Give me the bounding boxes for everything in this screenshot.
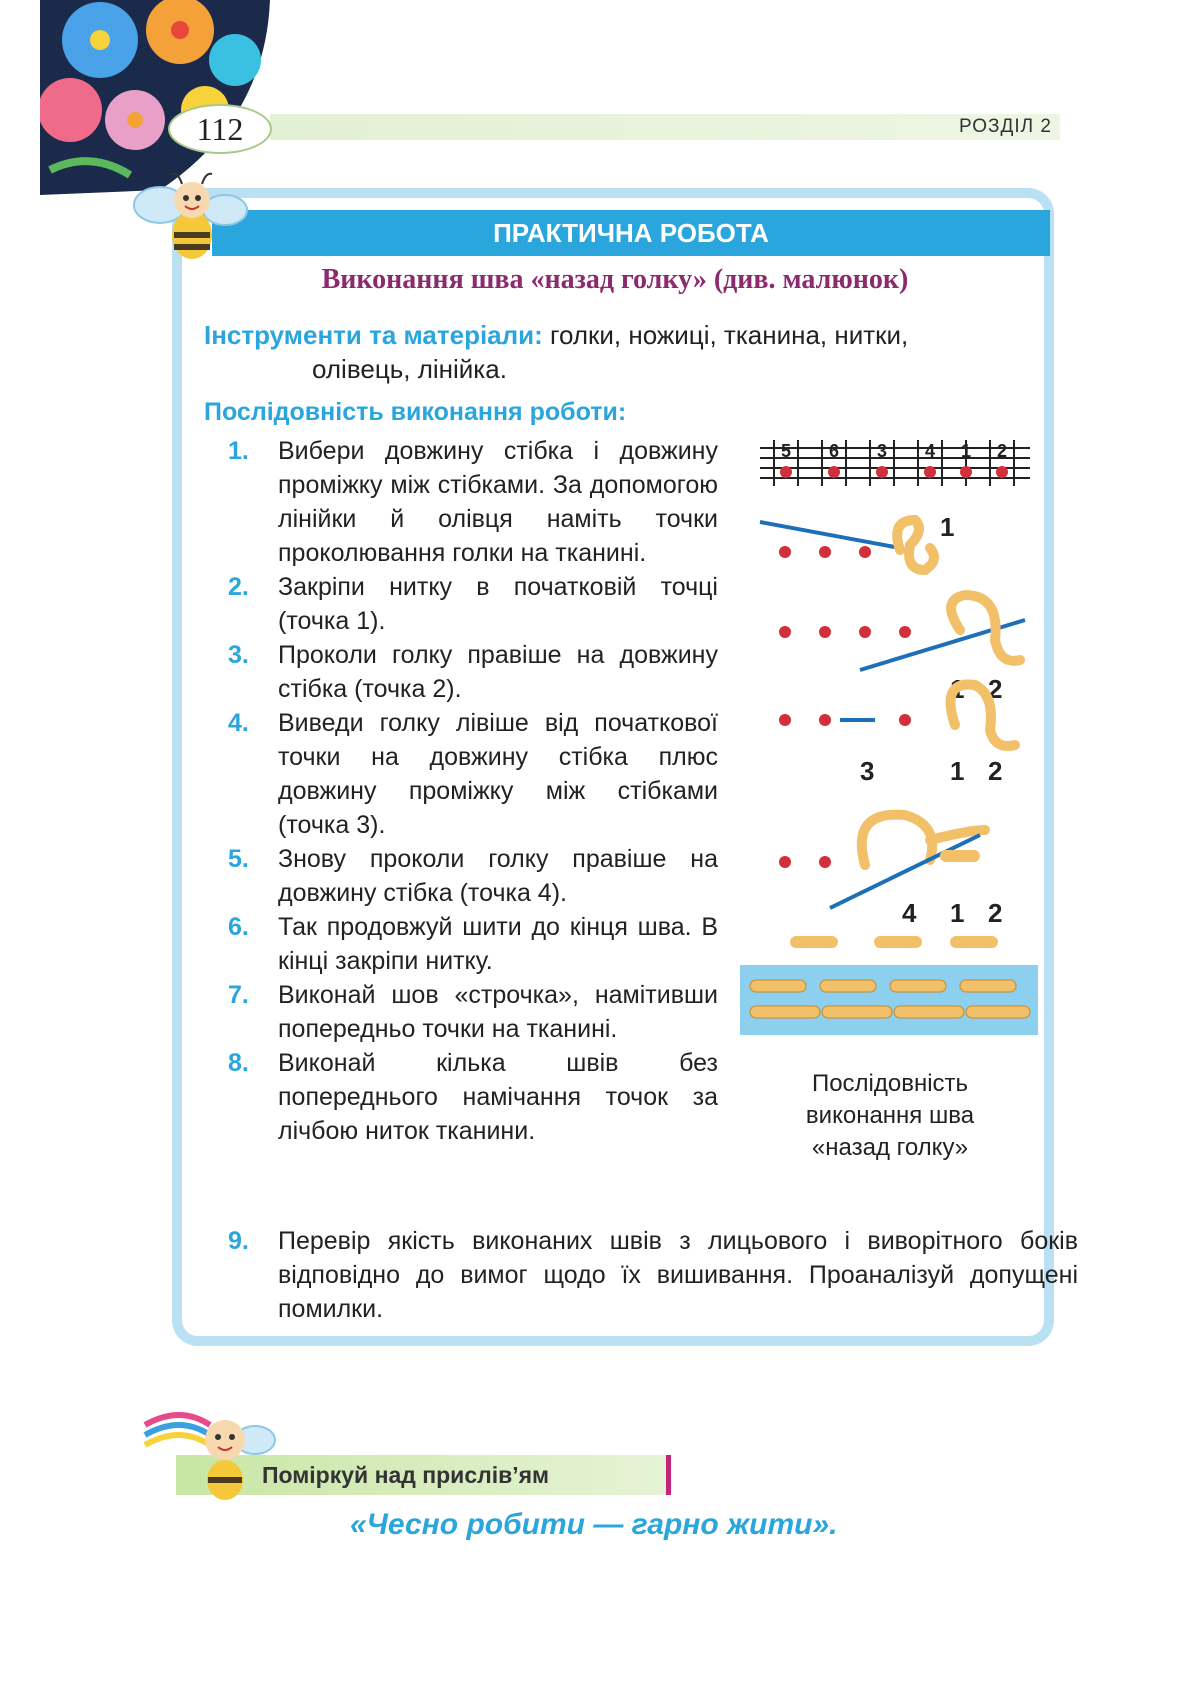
- step-item: [228, 1224, 1078, 1326]
- step-item: [228, 978, 718, 1046]
- stage2-label: 1: [950, 674, 965, 704]
- step-item: [228, 842, 718, 910]
- step-text: Закріпи нитку в початковій точці (точка 1).: [278, 573, 718, 635]
- stage4-label: 2: [988, 898, 1003, 928]
- tools-and-materials: [204, 318, 1044, 386]
- tools-text-line2: олівець, лінійка.: [312, 354, 507, 384]
- step-number: 2.: [228, 573, 249, 601]
- steps-list: [228, 434, 718, 1148]
- stage3-label: 2: [988, 756, 1003, 786]
- step-item: [228, 910, 718, 978]
- ruler-number: 6: [828, 441, 840, 461]
- ruler-number: 3: [876, 441, 888, 461]
- bee-mascot-icon: [130, 170, 250, 270]
- stitch-stage-3: [779, 685, 1015, 787]
- step-number: 4.: [228, 709, 249, 737]
- practical-work-title: ПРАКТИЧНА РОБОТА: [493, 218, 769, 248]
- step-item: [228, 638, 718, 706]
- stitch-stage-1: [760, 512, 954, 570]
- page-number: 112: [196, 111, 244, 147]
- illustration-caption: Послідовність виконання шва «назад голку»: [805, 1070, 975, 1161]
- ruler-number: 4: [924, 441, 936, 461]
- ruler-number: 1: [960, 441, 972, 461]
- step-number: 6.: [228, 913, 249, 941]
- stitch-illustration: [740, 430, 1040, 1060]
- ruler-grid: [760, 440, 1030, 486]
- stage1-label: 1: [940, 512, 955, 542]
- stitch-stage-4: [779, 815, 1002, 948]
- step-text: Вибери довжину стібка і довжину проміжку між стібками. За допомогою лінійки й олівця наміть точки проколювання голки на тканині.: [278, 437, 718, 567]
- step-text: Перевір якість виконаних швів з лицьового і виворітного боків відповідно до вимог щодо їх вишивання. Проаналізуй допущені помилки.: [278, 1227, 1078, 1323]
- step-text: Знову проколи голку правіше на довжину стібка (точка 4).: [278, 845, 718, 907]
- stage2-label: 2: [988, 674, 1003, 704]
- tools-text-line1: голки, ножиці, тканина, нитки,: [542, 320, 909, 350]
- finished-stitch-band: [740, 965, 1038, 1035]
- step-item: [228, 434, 718, 570]
- step-number: 3.: [228, 641, 249, 669]
- stage3-label: 1: [950, 756, 965, 786]
- step-text: Так продовжуй шити до кінця шва. В кінці закріпи нитку.: [278, 913, 718, 975]
- section-label: РОЗДІЛ 2: [959, 116, 1052, 137]
- step-item: [228, 1046, 718, 1148]
- step-text: Виведи голку лівіше від початкової точки на довжину стібка плюс довжину проміжку між стібками (точка 3).: [278, 709, 718, 839]
- header-band: [270, 114, 1060, 140]
- sequence-heading: Послідовність виконання роботи:: [204, 398, 627, 426]
- flower-decoration: [40, 0, 270, 195]
- step-text: Виконай шов «строчка», намітивши попередньо точки на тканині.: [278, 981, 718, 1043]
- bee-mascot-icon: [140, 1395, 280, 1505]
- stage4-label: 4: [902, 898, 917, 928]
- ruler-number: 2: [996, 441, 1008, 461]
- stage3-label: 3: [860, 756, 875, 786]
- step-item: [228, 570, 718, 638]
- step-number: 1.: [228, 437, 249, 465]
- step-text: Виконай кілька швів без попереднього намічання точок за лічбою ниток тканини.: [278, 1049, 718, 1145]
- step-number: 9.: [228, 1227, 249, 1255]
- step-number: 5.: [228, 845, 249, 873]
- stage4-label: 1: [950, 898, 965, 928]
- stitch-stage-2: [779, 595, 1025, 704]
- work-subtitle: Виконання шва «назад голку» (див. малюнок): [321, 264, 909, 295]
- step-number: 8.: [228, 1049, 249, 1077]
- proverb-label: Поміркуй над прислів’ям: [262, 1462, 550, 1488]
- proverb-text: «Чесно робити — гарно жити».: [350, 1508, 838, 1541]
- ruler-number: 5: [780, 441, 792, 461]
- step-number: 7.: [228, 981, 249, 1009]
- tools-label: Інструменти та матеріали:: [204, 320, 543, 350]
- step-text: Проколи голку правіше на довжину стібка (точка 2).: [278, 641, 718, 703]
- step-item: [228, 706, 718, 842]
